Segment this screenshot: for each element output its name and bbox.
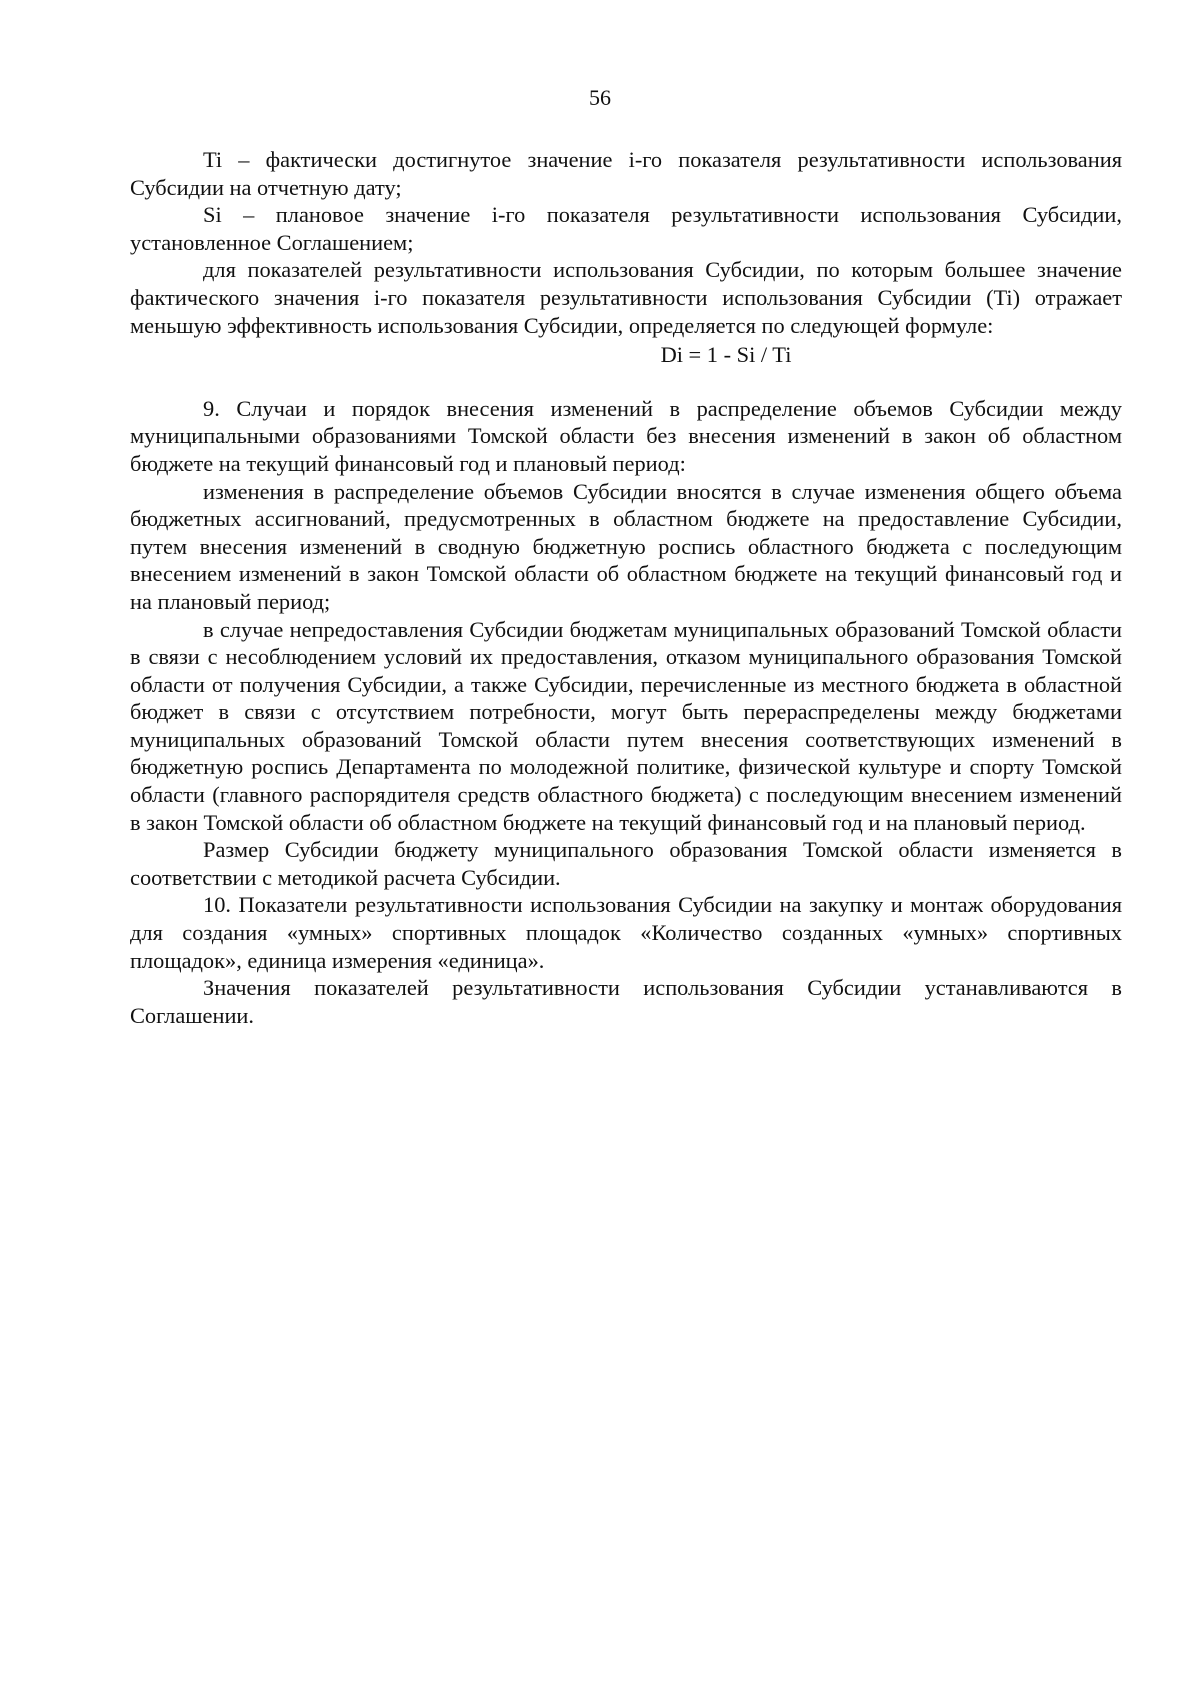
paragraph-changes-volume: изменения в распределение объемов Субсидии вносятся в случае изменения общего объема бюджетных ассигнований, предусмотренных в областном бюджете на предоставление Субсидии, путем внесения изменений в сводную бюджетную роспись областного бюджета с последующим внесением изменений в закон Томской области об областном бюджете на текущий финансовый год и на плановый период; bbox=[130, 478, 1122, 614]
paragraph-ti-definition: Ti – фактически достигнутое значение i-го показателя результативности использования Субсидии на отчетную дату; bbox=[130, 147, 1122, 200]
formula: Di = 1 - Si / Ti bbox=[660, 342, 792, 368]
paragraph-subsidy-size: Размер Субсидии бюджету муниципального образования Томской области изменяется в соответствии с методикой расчета Субсидии. bbox=[130, 837, 1122, 890]
paragraph-section-9: 9. Случаи и порядок внесения изменений в распределение объемов Субсидии между муниципальными образованиями Томской области без внесения изменений в закон об областном бюджете на текущий финансовый год и плановый период: bbox=[130, 395, 1122, 476]
paragraph-formula-intro: для показателей результативности использования Субсидии, по которым большее значение фактического значения i-го показателя результативности использования Субсидии (Ti) отражает меньшую эффективность использования Субсидии, определяется по следующей формуле: bbox=[130, 257, 1122, 338]
paragraph-si-definition: Si – плановое значение i-го показателя результативности использования Субсидии, установленное Соглашением; bbox=[130, 202, 1122, 255]
page-number: 56 bbox=[589, 85, 611, 110]
paragraph-indicator-values: Значения показателей результативности использования Субсидии устанавливаются в Соглашении. bbox=[130, 975, 1122, 1028]
document-body bbox=[130, 146, 1122, 1029]
paragraph-section-10: 10. Показатели результативности использования Субсидии на закупку и монтаж оборудования для создания «умных» спортивных площадок «Количество созданных «умных» спортивных площадок», единица измерения «единица». bbox=[130, 892, 1122, 973]
formula-block bbox=[130, 341, 1122, 369]
paragraph-redistribution: в случае непредоставления Субсидии бюджетам муниципальных образований Томской области в связи с несоблюдением условий их предоставления, отказом муниципального образования Томской области от получения Субсидии, а также Субсидии, перечисленные из местного бюджета в областной бюджет в связи с отсутствием потребности, могут быть перераспределены между бюджетами муниципальных образований Томской области путем внесения соответствующих изменений в бюджетную роспись Департамента по молодежной политике, физической культуре и спорту Томской области (главного распорядителя средств областного бюджета) с последующим внесением изменений в закон Томской области об областном бюджете на текущий финансовый год и на плановый период. bbox=[130, 616, 1122, 835]
